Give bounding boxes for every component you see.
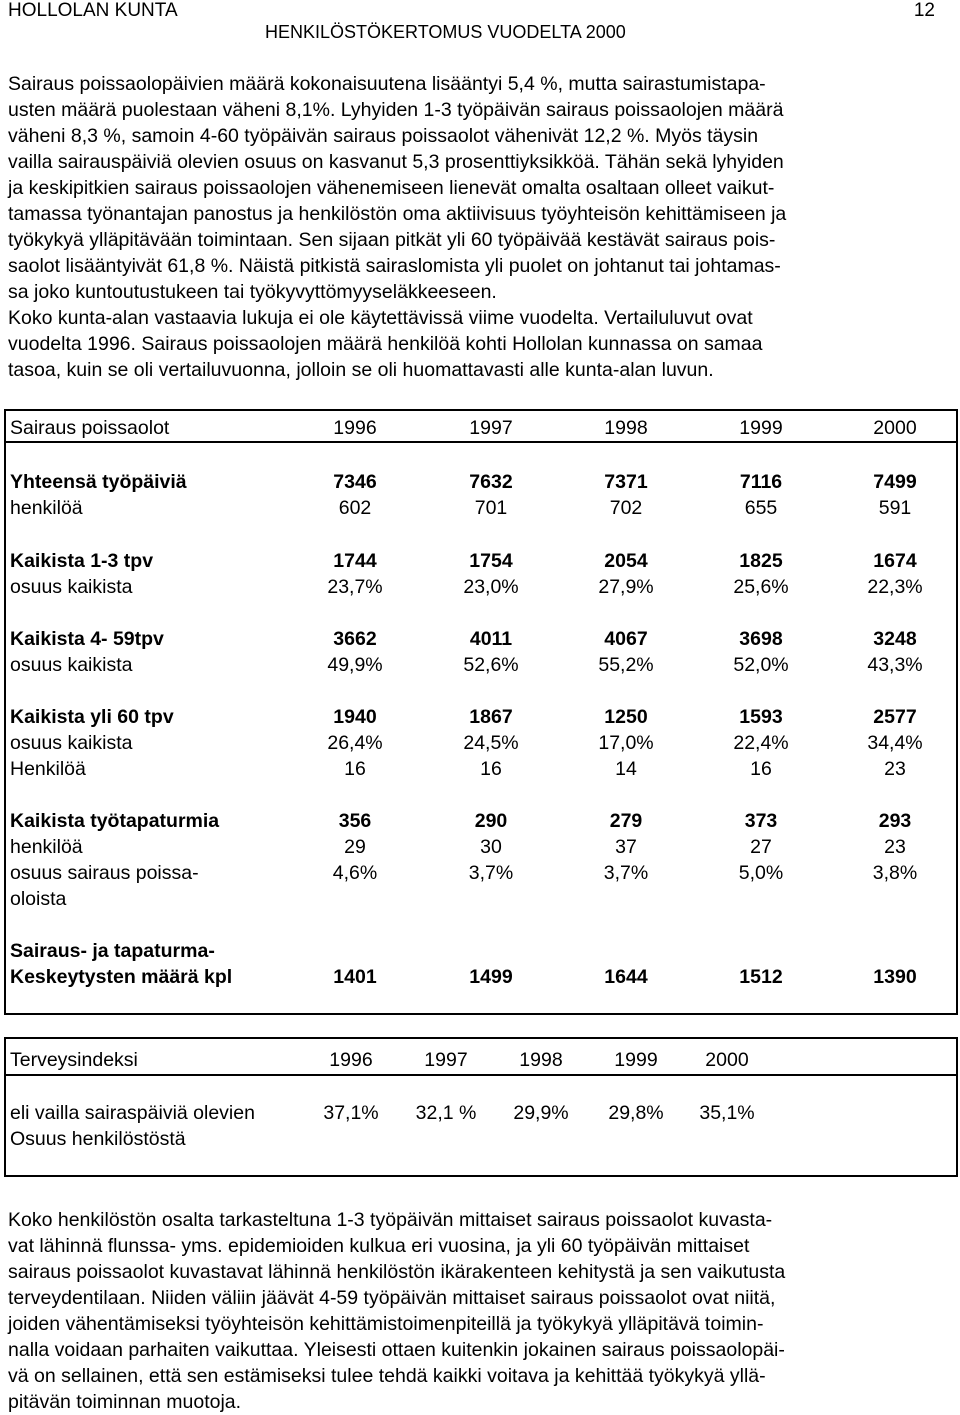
cell-value: 29 <box>344 836 366 858</box>
document-title: HENKILÖSTÖKERTOMUS VUODELTA 2000 <box>265 22 626 42</box>
row-label: Henkilöä <box>10 758 86 780</box>
intro-line: ja keskipitkien sairaus poissaolojen vähenemiseen lienevät omalta osaltaan olleet vaikut- <box>8 177 775 199</box>
cell-value: 1499 <box>469 966 513 988</box>
cell-value: 3662 <box>333 628 377 650</box>
cell-value: 1644 <box>604 966 648 988</box>
intro-line: vuodelta 1996. Sairaus poissaolojen määrä henkilöä kohti Hollolan kunnassa on samaa <box>8 333 763 355</box>
cell-value: 23,0% <box>463 576 519 598</box>
row-label: oloista <box>10 888 67 910</box>
cell-value: 1390 <box>873 966 917 988</box>
cell-value: 655 <box>744 497 778 519</box>
closing-line: sairaus poissaolot kuvastavat lähinnä henkilöstön ikärakenteen kehitystä ja sen vaikutusta <box>8 1261 786 1283</box>
cell-value: 27 <box>750 836 772 858</box>
intro-line: vailla sairauspäiviä olevien osuus on kasvanut 5,3 prosenttiyksikköä. Tähän sekä lyhyiden <box>8 151 784 173</box>
table-row <box>6 626 956 652</box>
table-row <box>6 808 956 834</box>
row-label: Keskeytysten määrä kpl <box>10 966 233 988</box>
table-row <box>6 834 956 860</box>
cell-value: 14 <box>615 758 637 780</box>
table-header-label: Sairaus poissaolot <box>10 417 170 439</box>
cell-value: 26,4% <box>327 732 383 754</box>
row-label: osuus kaikista <box>10 576 133 598</box>
intro-line: tamassa työnantajan panostus ja henkilöstön oma aktiivisuus työyhteisön kehittämiseen ja <box>8 203 787 225</box>
cell-value: 2054 <box>604 550 648 572</box>
cell-value: 356 <box>338 810 372 832</box>
row-label: Kaikista 1-3 tpv <box>10 550 154 572</box>
table-row <box>6 860 956 886</box>
table-row <box>6 469 956 495</box>
row-label: henkilöä <box>10 497 83 519</box>
cell-value: 3,7% <box>468 862 514 884</box>
row-label: osuus sairaus poissa- <box>10 862 199 884</box>
row-label: henkilöä <box>10 836 83 858</box>
cell-value: 52,6% <box>463 654 519 676</box>
cell-value: 3,7% <box>603 862 649 884</box>
cell-value: 702 <box>609 497 643 519</box>
year-header: 1997 <box>424 1049 468 1071</box>
cell-value: 7632 <box>469 471 513 493</box>
header-organization: HOLLOLAN KUNTA <box>8 0 178 21</box>
cell-value: 2577 <box>873 706 917 728</box>
intro-paragraph <box>8 71 786 383</box>
cell-value: 22,4% <box>733 732 789 754</box>
cell-value: 29,8% <box>608 1102 664 1124</box>
cell-value: 3698 <box>739 628 783 650</box>
cell-value: 23 <box>884 836 906 858</box>
cell-value: 3248 <box>873 628 917 650</box>
closing-line: nalla voidaan parhaiten vaikuttaa. Yleisesti ottaen kuitenkin jokainen sairaus poissaolopäi- <box>8 1339 785 1361</box>
table-row <box>6 1126 956 1152</box>
cell-value: 35,1% <box>699 1102 755 1124</box>
cell-value: 22,3% <box>867 576 923 598</box>
cell-value: 1940 <box>333 706 377 728</box>
cell-value: 7371 <box>604 471 648 493</box>
intro-line: saolot lisääntyivät 61,8 %. Näistä pitkistä sairaslomista yli puolet on johtanut tai johtamas- <box>8 255 781 277</box>
cell-value: 16 <box>344 758 366 780</box>
year-header: 1996 <box>333 417 377 439</box>
row-label: Osuus henkilöstöstä <box>10 1128 186 1150</box>
year-header: 2000 <box>705 1049 749 1071</box>
cell-value: 4,6% <box>332 862 378 884</box>
intro-line: usten määrä puolestaan väheni 8,1%. Lyhyiden 1-3 työpäivän sairaus poissaolojen määrä <box>8 99 784 121</box>
table-row <box>6 652 956 678</box>
cell-value: 49,9% <box>327 654 383 676</box>
intro-line: Koko kunta-alan vastaavia lukuja ei ole käytettävissä viime vuodelta. Vertailuluvut ovat <box>8 307 753 329</box>
intro-line: sa joko kuntoutustukeen tai työkyvyttömyyseläkkeeseen. <box>8 281 497 303</box>
cell-value: 293 <box>878 810 912 832</box>
cell-value: 52,0% <box>733 654 789 676</box>
cell-value: 373 <box>744 810 778 832</box>
cell-value: 1867 <box>469 706 513 728</box>
cell-value: 34,4% <box>867 732 923 754</box>
cell-value: 24,5% <box>463 732 519 754</box>
year-header: 2000 <box>873 417 917 439</box>
table-row <box>6 495 956 521</box>
row-label: Kaikista työtapaturmia <box>10 810 220 832</box>
row-label: Kaikista 4- 59tpv <box>10 628 164 650</box>
table-row <box>6 1100 956 1126</box>
cell-value: 7116 <box>739 471 783 493</box>
cell-value: 1512 <box>739 966 783 988</box>
row-label: osuus kaikista <box>10 654 133 676</box>
closing-line: vat lähinnä flunssa- yms. epidemioiden kulkua eri vuosina, ja yli 60 työpäivän mittaiset <box>8 1235 750 1257</box>
page-number: 12 <box>913 0 935 21</box>
cell-value: 16 <box>480 758 502 780</box>
header-divider <box>6 1074 956 1076</box>
cell-value: 1401 <box>333 966 377 988</box>
cell-value: 5,0% <box>738 862 784 884</box>
cell-value: 17,0% <box>598 732 654 754</box>
table-row <box>6 886 956 912</box>
year-header: 1998 <box>604 417 648 439</box>
closing-line: Koko henkilöstön osalta tarkasteltuna 1-3 työpäivän mittaiset sairaus poissaolot kuvasta- <box>8 1209 773 1231</box>
cell-value: 43,3% <box>867 654 923 676</box>
closing-line: vä on sellainen, että sen estämiseksi tulee tehdä kaikki voitava ja kehittää työkykyä yllä- <box>8 1365 766 1387</box>
cell-value: 290 <box>474 810 508 832</box>
cell-value: 55,2% <box>598 654 654 676</box>
intro-line: työkykyä ylläpitävään toimintaan. Sen sijaan pitkät yli 60 työpäivää kestävät sairaus pois- <box>8 229 776 251</box>
row-label: Kaikista yli 60 tpv <box>10 706 174 728</box>
cell-value: 23,7% <box>327 576 383 598</box>
row-label: osuus kaikista <box>10 732 133 754</box>
table-row <box>6 730 956 756</box>
table-row <box>6 756 956 782</box>
cell-value: 30 <box>480 836 502 858</box>
year-header: 1999 <box>614 1049 658 1071</box>
cell-value: 37 <box>615 836 637 858</box>
cell-value: 1250 <box>604 706 648 728</box>
cell-value: 32,1 % <box>415 1102 477 1124</box>
cell-value: 7499 <box>873 471 917 493</box>
year-header: 1999 <box>739 417 783 439</box>
table-row <box>6 938 956 964</box>
health-index-table <box>4 1037 958 1177</box>
sick-leave-table <box>4 409 958 1015</box>
cell-value: 7346 <box>333 471 377 493</box>
cell-value: 591 <box>878 497 912 519</box>
cell-value: 27,9% <box>598 576 654 598</box>
table-row <box>6 574 956 600</box>
cell-value: 1754 <box>469 550 513 572</box>
cell-value: 37,1% <box>323 1102 379 1124</box>
intro-line: väheni 8,3 %, samoin 4-60 työpäivän sairaus poissaolot vähenivät 12,2 %. Myös täysin <box>8 125 759 147</box>
cell-value: 4011 <box>469 628 513 650</box>
cell-value: 1593 <box>739 706 783 728</box>
cell-value: 1744 <box>333 550 377 572</box>
cell-value: 25,6% <box>733 576 789 598</box>
cell-value: 1825 <box>739 550 783 572</box>
table-header-row <box>6 1047 956 1073</box>
cell-value: 1674 <box>873 550 917 572</box>
closing-paragraph <box>8 1207 785 1415</box>
table-header-label: Terveysindeksi <box>10 1049 138 1071</box>
cell-value: 279 <box>609 810 643 832</box>
cell-value: 701 <box>474 497 508 519</box>
cell-value: 3,8% <box>872 862 918 884</box>
table-header-row <box>6 415 956 441</box>
row-label: Sairaus- ja tapaturma- <box>10 940 215 962</box>
intro-line: tasoa, kuin se oli vertailuvuonna, jolloin se oli huomattavasti alle kunta-alan luvun. <box>8 359 714 381</box>
row-label: Yhteensä työpäiviä <box>10 471 187 493</box>
row-label: eli vailla sairaspäiviä olevien <box>10 1102 255 1124</box>
intro-line: Sairaus poissaolopäivien määrä kokonaisuutena lisääntyi 5,4 %, mutta sairastumistapa- <box>8 73 766 95</box>
cell-value: 23 <box>884 758 906 780</box>
table-row <box>6 964 956 990</box>
year-header: 1996 <box>329 1049 373 1071</box>
table-row <box>6 548 956 574</box>
closing-line: terveydentilaan. Niiden väliin jäävät 4-59 työpäivän mittaiset sairaus poissaolot ovat niitä, <box>8 1287 776 1309</box>
cell-value: 4067 <box>604 628 648 650</box>
header-divider <box>6 441 956 443</box>
table-row <box>6 704 956 730</box>
closing-line: joiden vähentämiseksi työyhteisön kehittämistoimenpiteillä ja työkykyä ylläpitävä toimin- <box>8 1313 764 1335</box>
cell-value: 602 <box>338 497 372 519</box>
closing-line: pitävän toiminnan muotoja. <box>8 1391 242 1413</box>
cell-value: 29,9% <box>513 1102 569 1124</box>
year-header: 1998 <box>519 1049 563 1071</box>
cell-value: 16 <box>750 758 772 780</box>
year-header: 1997 <box>469 417 513 439</box>
